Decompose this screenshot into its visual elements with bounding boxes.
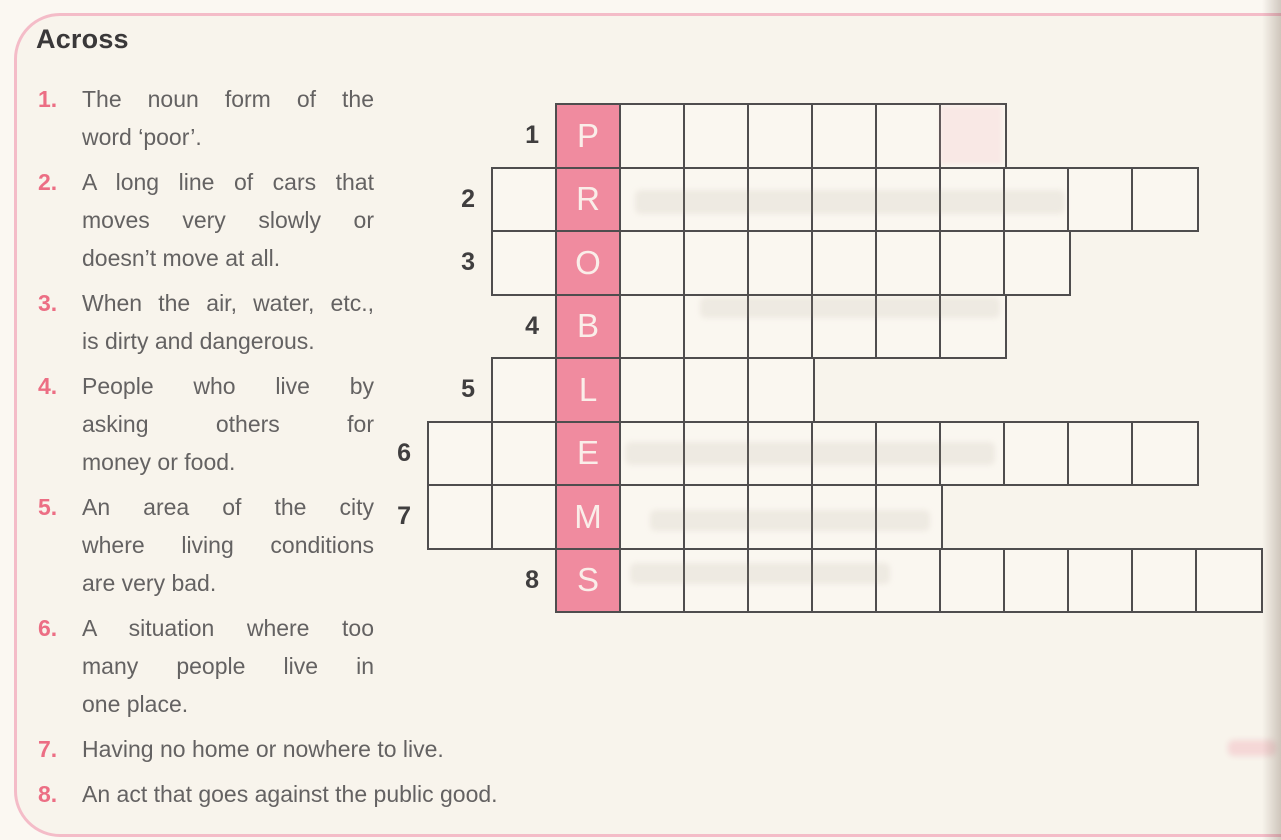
crossword-cell[interactable]	[877, 550, 941, 612]
clue-number: 6.	[38, 615, 58, 641]
clue-number: 7.	[38, 736, 58, 762]
crossword-letter-cell	[557, 232, 621, 294]
clue-text	[82, 80, 374, 156]
clue-line: one place.	[82, 691, 189, 717]
crossword-cell[interactable]	[1005, 169, 1069, 231]
clue-text	[82, 488, 374, 602]
clue-text	[82, 730, 782, 768]
clue-text	[82, 367, 374, 481]
crossword-cell[interactable]	[685, 550, 749, 612]
crossword-letter: L	[578, 370, 598, 408]
crossword-cell[interactable]	[941, 169, 1005, 231]
crossword-cell[interactable]	[749, 550, 813, 612]
crossword-row-7	[427, 484, 943, 550]
crossword-letter-cell	[557, 486, 621, 548]
crossword-cell[interactable]	[429, 423, 493, 485]
crossword-row-4	[555, 294, 1007, 360]
crossword-letter: R	[576, 180, 600, 218]
crossword-cell[interactable]	[877, 105, 941, 167]
clue-number: 1.	[38, 86, 58, 112]
crossword-cell[interactable]	[685, 296, 749, 358]
clue-line: People who live by	[82, 373, 374, 399]
crossword-cell[interactable]	[1197, 550, 1261, 612]
crossword-cell[interactable]	[749, 359, 813, 421]
grid-row-number: 6	[397, 438, 411, 467]
clue-line: A situation where too	[82, 615, 374, 641]
crossword-letter-cell	[557, 169, 621, 231]
grid-row-number: 7	[397, 502, 411, 531]
crossword-cell[interactable]	[621, 232, 685, 294]
clue-line: A long line of cars that	[82, 169, 374, 195]
crossword-cell[interactable]	[813, 105, 877, 167]
crossword-cell[interactable]	[941, 423, 1005, 485]
crossword-letter: S	[576, 561, 599, 599]
crossword-cell[interactable]	[813, 423, 877, 485]
crossword-letter-cell	[557, 359, 621, 421]
grid-row-number: 5	[461, 375, 475, 404]
grid-row-number: 8	[525, 565, 539, 594]
crossword-cell[interactable]	[749, 169, 813, 231]
crossword-cell[interactable]	[685, 232, 749, 294]
clue-line: doesn’t move at all.	[82, 245, 281, 271]
crossword-cell[interactable]	[621, 105, 685, 167]
clue-number: 3.	[38, 290, 58, 316]
crossword-cell[interactable]	[621, 169, 685, 231]
crossword-cell[interactable]	[749, 232, 813, 294]
crossword-cell[interactable]	[429, 486, 493, 548]
crossword-cell[interactable]	[877, 423, 941, 485]
crossword-row-8	[555, 548, 1263, 614]
crossword-cell[interactable]	[749, 296, 813, 358]
crossword-cell[interactable]	[621, 550, 685, 612]
clue-text	[82, 775, 782, 813]
clue-number: 4.	[38, 373, 58, 399]
clue-line: An area of the city	[82, 494, 374, 520]
crossword-cell[interactable]	[877, 486, 941, 548]
crossword-letter: P	[576, 116, 599, 154]
crossword-cell[interactable]	[877, 296, 941, 358]
crossword-cell[interactable]	[813, 550, 877, 612]
crossword-cell[interactable]	[813, 296, 877, 358]
crossword-cell[interactable]	[1133, 550, 1197, 612]
crossword-row-3	[491, 230, 1071, 296]
clue-6	[38, 609, 782, 723]
crossword-cell[interactable]	[877, 169, 941, 231]
crossword-cell[interactable]	[813, 232, 877, 294]
clue-number: 8.	[38, 781, 58, 807]
crossword-cell[interactable]	[941, 105, 1005, 167]
crossword-cell[interactable]	[1005, 550, 1069, 612]
clue-text	[82, 284, 374, 360]
crossword-cell[interactable]	[621, 486, 685, 548]
clue-line: The noun form of the	[82, 86, 374, 112]
crossword-cell[interactable]	[1005, 423, 1069, 485]
clue-7	[38, 730, 782, 768]
clue-line: When the air, water, etc.,	[82, 290, 374, 316]
crossword-row-1	[555, 103, 1007, 169]
crossword-cell[interactable]	[685, 105, 749, 167]
crossword-row-5	[491, 357, 815, 423]
grid-row-number: 3	[461, 248, 475, 277]
crossword-letter: E	[576, 434, 599, 472]
crossword-cell[interactable]	[813, 486, 877, 548]
crossword-letter-cell	[557, 296, 621, 358]
clue-line: An act that goes against the public good.	[82, 781, 498, 807]
crossword-letter: B	[576, 307, 599, 345]
clue-text	[82, 163, 374, 277]
crossword-cell[interactable]	[1133, 169, 1197, 231]
clue-line: word ‘poor’.	[82, 124, 202, 150]
crossword-cell[interactable]	[749, 105, 813, 167]
crossword-cell[interactable]	[1069, 423, 1133, 485]
clue-line: where living conditions	[82, 532, 374, 558]
clue-line: asking others for	[82, 411, 374, 437]
clue-line: many people live in	[82, 653, 374, 679]
clue-text	[82, 609, 374, 723]
crossword-cell[interactable]	[1133, 423, 1197, 485]
clue-line: Having no home or nowhere to live.	[82, 736, 444, 762]
crossword-grid	[397, 103, 1263, 615]
crossword-cell[interactable]	[621, 359, 685, 421]
crossword-letter-cell	[557, 423, 621, 485]
crossword-cell[interactable]	[941, 296, 1005, 358]
clue-line: money or food.	[82, 449, 236, 475]
crossword-cell[interactable]	[813, 169, 877, 231]
crossword-cell[interactable]	[1069, 550, 1133, 612]
crossword-cell[interactable]	[493, 169, 557, 231]
crossword-row-2	[491, 167, 1199, 233]
crossword-cell[interactable]	[685, 486, 749, 548]
crossword-cell[interactable]	[493, 232, 557, 294]
clue-line: moves very slowly or	[82, 207, 374, 233]
crossword-cell[interactable]	[685, 359, 749, 421]
crossword-cell[interactable]	[493, 486, 557, 548]
crossword-cell[interactable]	[621, 423, 685, 485]
crossword-cell[interactable]	[1069, 169, 1133, 231]
clue-8	[38, 775, 782, 813]
crossword-cell[interactable]	[493, 359, 557, 421]
crossword-cell[interactable]	[941, 550, 1005, 612]
grid-row-number: 1	[525, 121, 539, 150]
grid-row-number: 2	[461, 184, 475, 213]
crossword-cell[interactable]	[493, 423, 557, 485]
crossword-cell[interactable]	[685, 423, 749, 485]
crossword-row-6	[427, 421, 1199, 487]
across-heading: Across	[36, 24, 129, 54]
crossword-cell[interactable]	[941, 232, 1005, 294]
crossword-cell[interactable]	[1005, 232, 1069, 294]
crossword-letter-cell	[557, 105, 621, 167]
crossword-cell[interactable]	[685, 169, 749, 231]
crossword-letter: O	[575, 243, 601, 281]
crossword-cell[interactable]	[877, 232, 941, 294]
clue-number: 5.	[38, 494, 58, 520]
grid-row-number: 4	[525, 311, 539, 340]
clue-number: 2.	[38, 169, 58, 195]
crossword-cell[interactable]	[749, 423, 813, 485]
crossword-letter: M	[574, 497, 602, 535]
clue-line: is dirty and dangerous.	[82, 328, 315, 354]
crossword-cell[interactable]	[621, 296, 685, 358]
clue-line: are very bad.	[82, 570, 217, 596]
crossword-cell[interactable]	[749, 486, 813, 548]
crossword-letter-cell	[557, 550, 621, 612]
